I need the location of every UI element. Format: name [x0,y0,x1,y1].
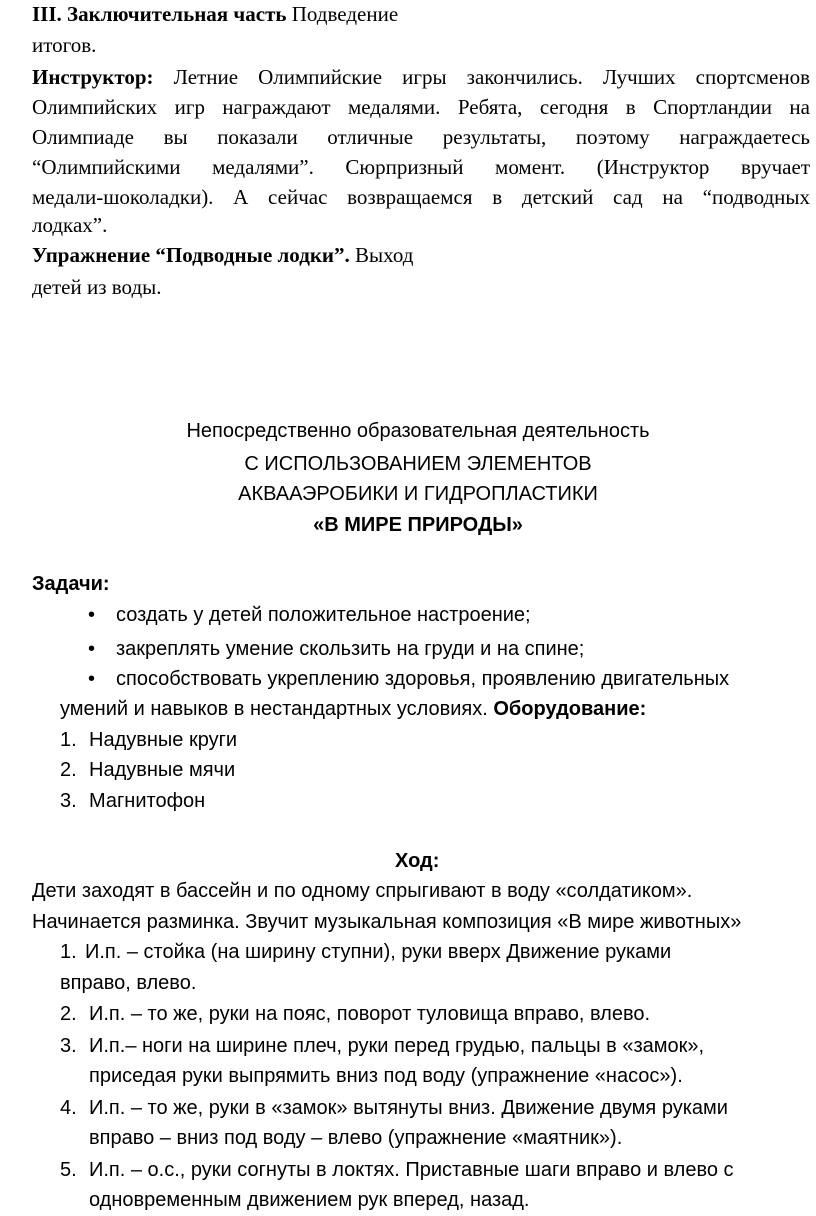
step-5-line2: одновременным движением рук вперед, назад. [89,1189,530,1211]
instructor-line-3: Олимпиаде вы показали отличные результаты, поэтому награждаетесь [32,125,810,149]
title-line-3: АКВААЭРОБИКИ И ГИДРОПЛАСТИКИ [238,483,598,505]
step-num-2: 2. [60,1003,77,1025]
equipment-num-1: 1. [60,729,77,751]
exercise-line: Упражнение “Подводные лодки”. Выход [32,243,414,267]
title-line-4: «В МИРЕ ПРИРОДЫ» [313,514,523,536]
equipment-num-3: 3. [60,790,77,812]
instructor-line-4: “Олимпийскими медалями”. Сюрпризный момент. (Инструктор вручает [32,155,810,179]
step-3-line1: И.п.– ноги на ширине плеч, руки перед грудью, пальцы в «замок», [89,1035,705,1057]
step-3-line2: приседая руки выпрямить вниз под воду (упражнение «насос»). [89,1065,683,1087]
task-item-3: способствовать укреплению здоровья, проявлению двигательных [116,668,730,690]
task-item-3-line2: умений и навыков в нестандартных условиях. Оборудование: [60,698,647,720]
title-line-2: С ИСПОЛЬЗОВАНИЕМ ЭЛЕМЕНТОВ [244,453,592,475]
equipment-label: Оборудование: [487,698,647,720]
exercise-line-2: детей из воды. [32,275,162,299]
instructor-line-1: Инструктор: Летние Олимпийские игры закончились. Лучших спортсменов [32,65,810,89]
equipment-item-2: Надувные мячи [89,759,236,781]
instructor-line-2: Олимпийских игр награждают медалями. Ребята, сегодня в Спортландии на [32,95,810,119]
step-num-5: 5. [60,1159,77,1181]
equipment-item-1: Надувные круги [89,729,238,751]
step-1-line2: вправо, влево. [60,972,197,994]
bullet-icon: • [88,638,96,660]
instructor-label: Инструктор: [32,65,154,89]
title-line-1: Непосредственно образовательная деятельность [186,420,650,442]
section3-heading-rest: Подведение [286,2,399,26]
step-4-line1: И.п. – то же, руки в «замок» вытянуты вниз. Движение двумя руками [89,1097,728,1119]
step-1-line1: И.п. – стойка (на ширину ступни), руки вверх Движение руками [85,941,672,963]
instructor-line-6: лодках”. [32,213,108,237]
equipment-num-2: 2. [60,759,77,781]
tasks-label: Задачи: [32,573,110,595]
course-intro-2: Начинается разминка. Звучит музыкальная композиция «В мире животных» [32,911,742,933]
bullet-icon: • [88,604,96,626]
course-label: Ход: [395,850,440,872]
equipment-item-3: Магнитофон [89,790,206,812]
step-num-4: 4. [60,1097,77,1119]
step-2-line1: И.п. – то же, руки на пояс, поворот туловища вправо, влево. [89,1003,651,1025]
course-intro-1: Дети заходят в бассейн и по одному спрыгивают в воду «солдатиком». [32,880,693,902]
section3-heading-bold: III. Заключительная часть [32,2,287,26]
section3-heading [32,2,398,27]
exercise-label: Упражнение “Подводные лодки”. [32,243,350,267]
step-num-3: 3. [60,1035,77,1057]
step-5-line1: И.п. – о.с., руки согнуты в локтях. Приставные шаги вправо и влево с [89,1159,734,1181]
task-item-2: закреплять умение скользить на груди и на спине; [116,638,585,660]
section3-heading-line2: итогов. [32,33,97,57]
step-4-line2: вправо – вниз под воду – влево (упражнение «маятник»). [89,1127,623,1149]
task-item-1: создать у детей положительное настроение; [116,604,531,626]
step-num-1: 1. [60,941,77,963]
instructor-line-5: медали-шоколадки). А сейчас возвращаемся в детский сад на “подводных [32,185,810,209]
bullet-icon: • [88,668,96,690]
